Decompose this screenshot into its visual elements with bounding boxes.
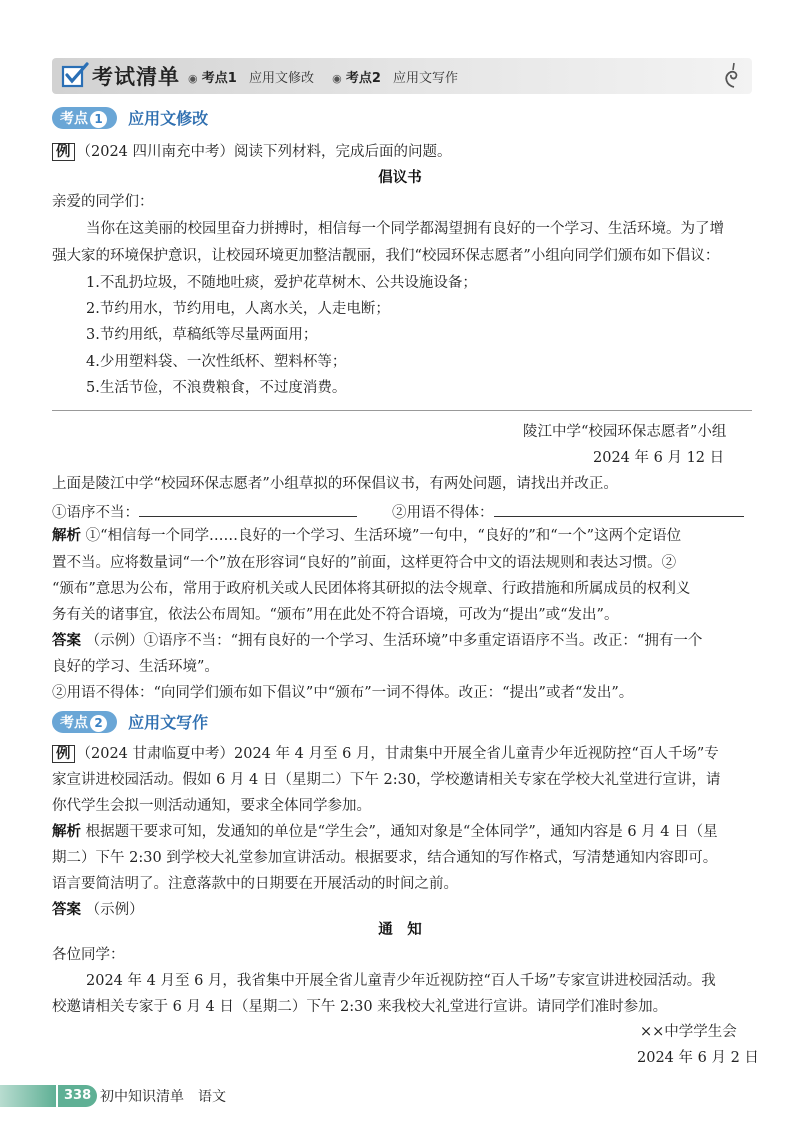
example-tag: 例 — [52, 143, 75, 161]
answer-line: ②用语不得体：“向同学们颁布如下倡议”中“颁布”一词不得体。改正：“提出”或者“发出”。 — [52, 685, 634, 701]
example-tag: 例 — [52, 745, 75, 763]
section-heading-2 — [52, 710, 208, 734]
answer-line: 答案 （示例）①语序不当：“拥有良好的一个学习、生活环境”中多重定语语序不当。改正：“拥有一个 — [52, 632, 703, 649]
salutation: 亲爱的同学们： — [52, 194, 154, 210]
list-item: 5.生活节俭，不浪费粮食，不过度消费。 — [86, 380, 347, 396]
footer-bar — [0, 1085, 56, 1107]
bullet-icon: ◉ — [188, 72, 198, 85]
notice-title: 通 知 — [378, 921, 422, 938]
answer-line: 良好的学习、生活环境”。 — [52, 659, 219, 675]
example-line: 你代学生会拟一则活动通知，要求全体同学参加。 — [52, 798, 371, 814]
example-line: 家宣讲进校园活动。假如 6 月 4 日（星期二）下午 2:30，学校邀请相关专家在学校大礼堂进行宣讲，请 — [52, 772, 721, 788]
header-topic-label: 应用文修改 — [248, 71, 314, 86]
header-topic-tag: 考点2 — [345, 71, 381, 86]
answer-label: 答案 — [52, 901, 81, 918]
bullet-icon: ◉ — [332, 72, 342, 85]
notice-salutation: 各位同学： — [52, 947, 125, 963]
topic-pill: 考点 1 — [52, 107, 117, 129]
body-line: 当你在这美丽的校园里奋力拼搏时，相信每一个同学都渴望拥有良好的一个学习、生活环境。为了增 — [86, 221, 724, 237]
analysis-line: 置不当。应将数量词“一个”放在形容词“良好的”前面，这样更符合中文的语法规则和表达习惯。② — [52, 555, 677, 571]
notice-body-line: 校邀请相关专家于 6 月 4 日（星期二）下午 2:30 来我校大礼堂进行宣讲。请同学们准时参加。 — [52, 999, 668, 1015]
topic-number: 2 — [90, 715, 107, 732]
analysis-line: 解析 根据题干要求可知，发通知的单位是“学生会”，通知对象是“全体同学”，通知内容是 6 月 4 日（星 — [52, 823, 718, 840]
header-title: 考试清单 — [92, 65, 180, 89]
body-line: 强大家的环境保护意识，让校园环境更加整洁靓丽，我们“校园环保志愿者”小组向同学们颁布如下倡议： — [52, 248, 720, 264]
analysis-line: “颁布”意思为公布，常用于政府机关或人民团体将其研拟的法令规章、行政措施和所属成员的权利义 — [52, 581, 691, 597]
signature: 陵江中学“校园环保志愿者”小组 — [523, 424, 727, 440]
page-number: 338 — [58, 1085, 97, 1107]
analysis-line: 务有关的诸事宜，依法公布周知。“颁布”用在此处不符合语境，可改为“提出”或“发出”。 — [52, 607, 619, 623]
list-item: 3.节约用纸，草稿纸等尽量两面用； — [86, 327, 318, 343]
list-item: 1.不乱扔垃圾，不随地吐痰，爱护花草树木、公共设施设备； — [86, 275, 477, 291]
answer-label: 答案 — [52, 632, 81, 649]
list-item: 4.少用塑料袋、一次性纸杯、塑料杯等； — [86, 354, 347, 370]
header-topic-list — [188, 67, 458, 86]
example-line: 例 （2024 甘肃临夏中考）2024 年 4 月至 6 月，甘肃集中开展全省儿童青少年近视防控“百人千场”专 — [52, 744, 719, 764]
list-item: 2.节约用水，节约用电，人离水关，人走电断； — [86, 301, 390, 317]
section-title: 应用文修改 — [128, 109, 209, 128]
header-topic-tag: 考点1 — [201, 71, 237, 86]
book-title: 初中知识清单 语文 — [100, 1089, 226, 1105]
section-title: 应用文写作 — [128, 713, 209, 732]
analysis-label: 解析 — [52, 527, 81, 544]
topic-pill: 考点 2 — [52, 711, 117, 733]
section-header-bar — [52, 58, 752, 94]
date: 2024 年 6 月 12 日 — [593, 450, 725, 466]
section-heading-1 — [52, 106, 208, 130]
divider — [52, 410, 752, 411]
answer-line: 答案 （示例） — [52, 901, 144, 918]
analysis-label: 解析 — [52, 823, 81, 840]
header-topic-label: 应用文写作 — [393, 71, 459, 86]
notice-date: 2024 年 6 月 2 日 — [637, 1050, 759, 1066]
swirl-decoration-icon — [720, 61, 742, 89]
answer-blank-2: ②用语不得体： — [392, 500, 744, 523]
question: 上面是陵江中学“校园环保志愿者”小组草拟的环保倡议书，有两处问题，请找出并改正。 — [52, 476, 618, 492]
document-title: 倡议书 — [378, 169, 422, 186]
answer-blank-1: ①语序不当： — [52, 500, 357, 523]
notice-body-line: 2024 年 4 月至 6 月，我省集中开展全省儿童青少年近视防控“百人千场”专家宣讲进校园活动。我 — [86, 973, 716, 989]
example-intro: 例 （2024 四川南充中考）阅读下列材料，完成后面的问题。 — [52, 142, 452, 162]
analysis-line: 期二）下午 2:30 到学校大礼堂参加宣讲活动。根据要求，结合通知的写作格式，写清楚通知内容即可。 — [52, 850, 718, 866]
topic-number: 1 — [90, 111, 107, 128]
notice-signature: ××中学学生会 — [640, 1024, 737, 1040]
analysis-line: 解析 ①“相信每一个同学……良好的一个学习、生活环境”一句中，“良好的”和“一个”这两个定语位 — [52, 527, 682, 544]
checkbox-check-icon — [60, 60, 90, 90]
analysis-line: 语言要简洁明了。注意落款中的日期要在开展活动的时间之前。 — [52, 876, 458, 892]
